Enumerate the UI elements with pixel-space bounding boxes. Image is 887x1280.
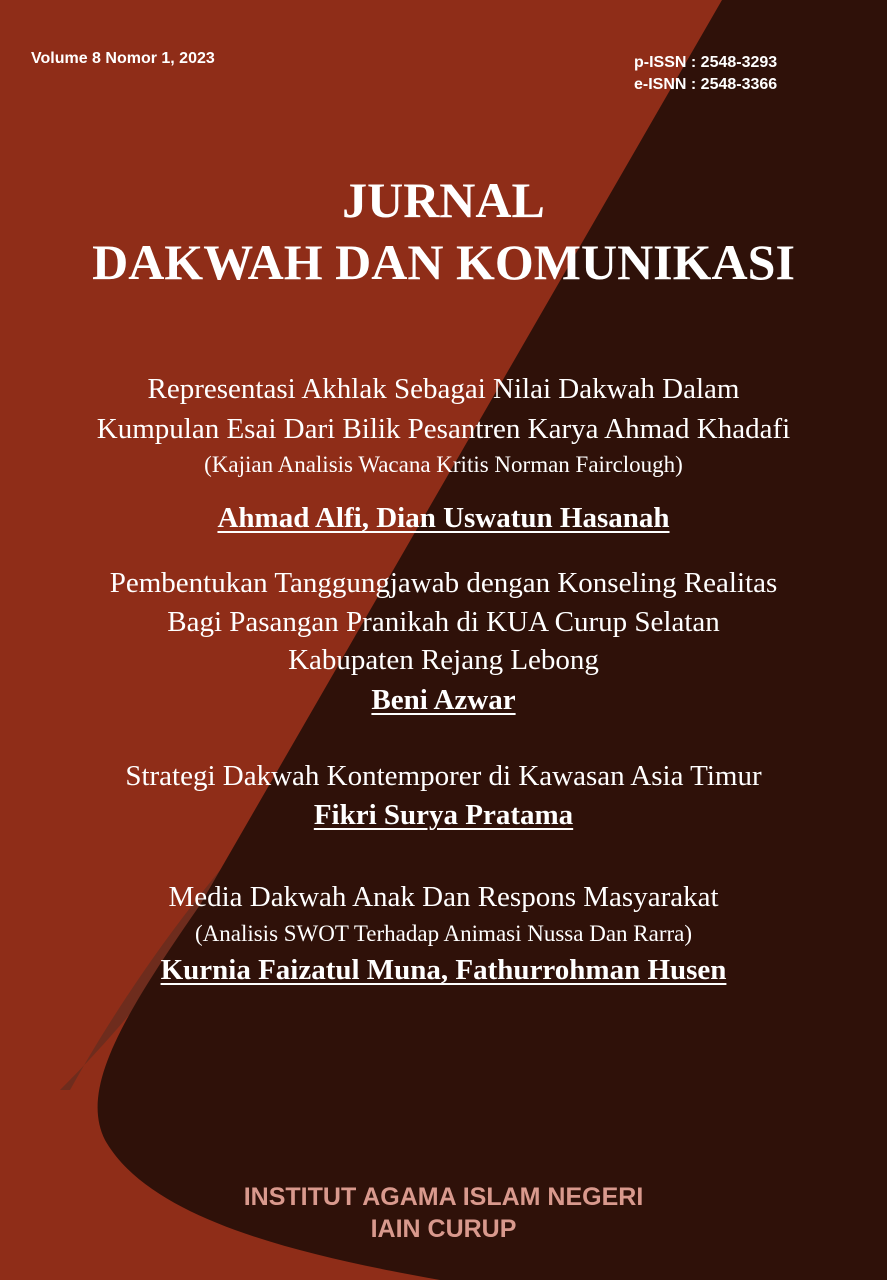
p-issn: p-ISSN : 2548-3293: [634, 54, 778, 71]
article-1-authors: Ahmad Alfi, Dian Uswatun Hasanah: [217, 502, 670, 534]
article-4-subtitle: (Analisis SWOT Terhadap Animasi Nussa Dan Rarra): [194, 921, 693, 946]
article-4-authors: Kurnia Faizatul Muna, Fathurrohman Husen: [160, 954, 727, 986]
article-2-authors: Beni Azwar: [371, 684, 516, 716]
journal-title-line1: JURNAL: [342, 172, 545, 228]
article-4-title-line1: Media Dakwah Anak Dan Respons Masyarakat: [168, 881, 719, 913]
article-1-title-line2: Kumpulan Esai Dari Bilik Pesantren Karya Ahmad Khadafi: [96, 413, 791, 445]
publisher-line2: IAIN CURUP: [370, 1215, 517, 1243]
journal-title-line2: DAKWAH DAN KOMUNIKASI: [92, 234, 795, 290]
publisher-line1: INSTITUT AGAMA ISLAM NEGERI: [243, 1183, 644, 1211]
article-1-subtitle: (Kajian Analisis Wacana Kritis Norman Fairclough): [204, 452, 683, 477]
article-2-title-line3: Kabupaten Rejang Lebong: [288, 644, 599, 676]
article-3-title-line1: Strategi Dakwah Kontemporer di Kawasan Asia Timur: [125, 760, 762, 792]
article-1-title-line1: Representasi Akhlak Sebagai Nilai Dakwah Dalam: [147, 373, 740, 405]
e-issn: e-ISNN : 2548-3366: [634, 76, 778, 93]
article-2-title-line1: Pembentukan Tanggungjawab dengan Konseling Realitas: [109, 567, 778, 599]
article-2-title-line2: Bagi Pasangan Pranikah di KUA Curup Selatan: [167, 606, 720, 638]
article-3-authors: Fikri Surya Pratama: [313, 799, 574, 831]
volume-label: Volume 8 Nomor 1, 2023: [31, 50, 215, 67]
